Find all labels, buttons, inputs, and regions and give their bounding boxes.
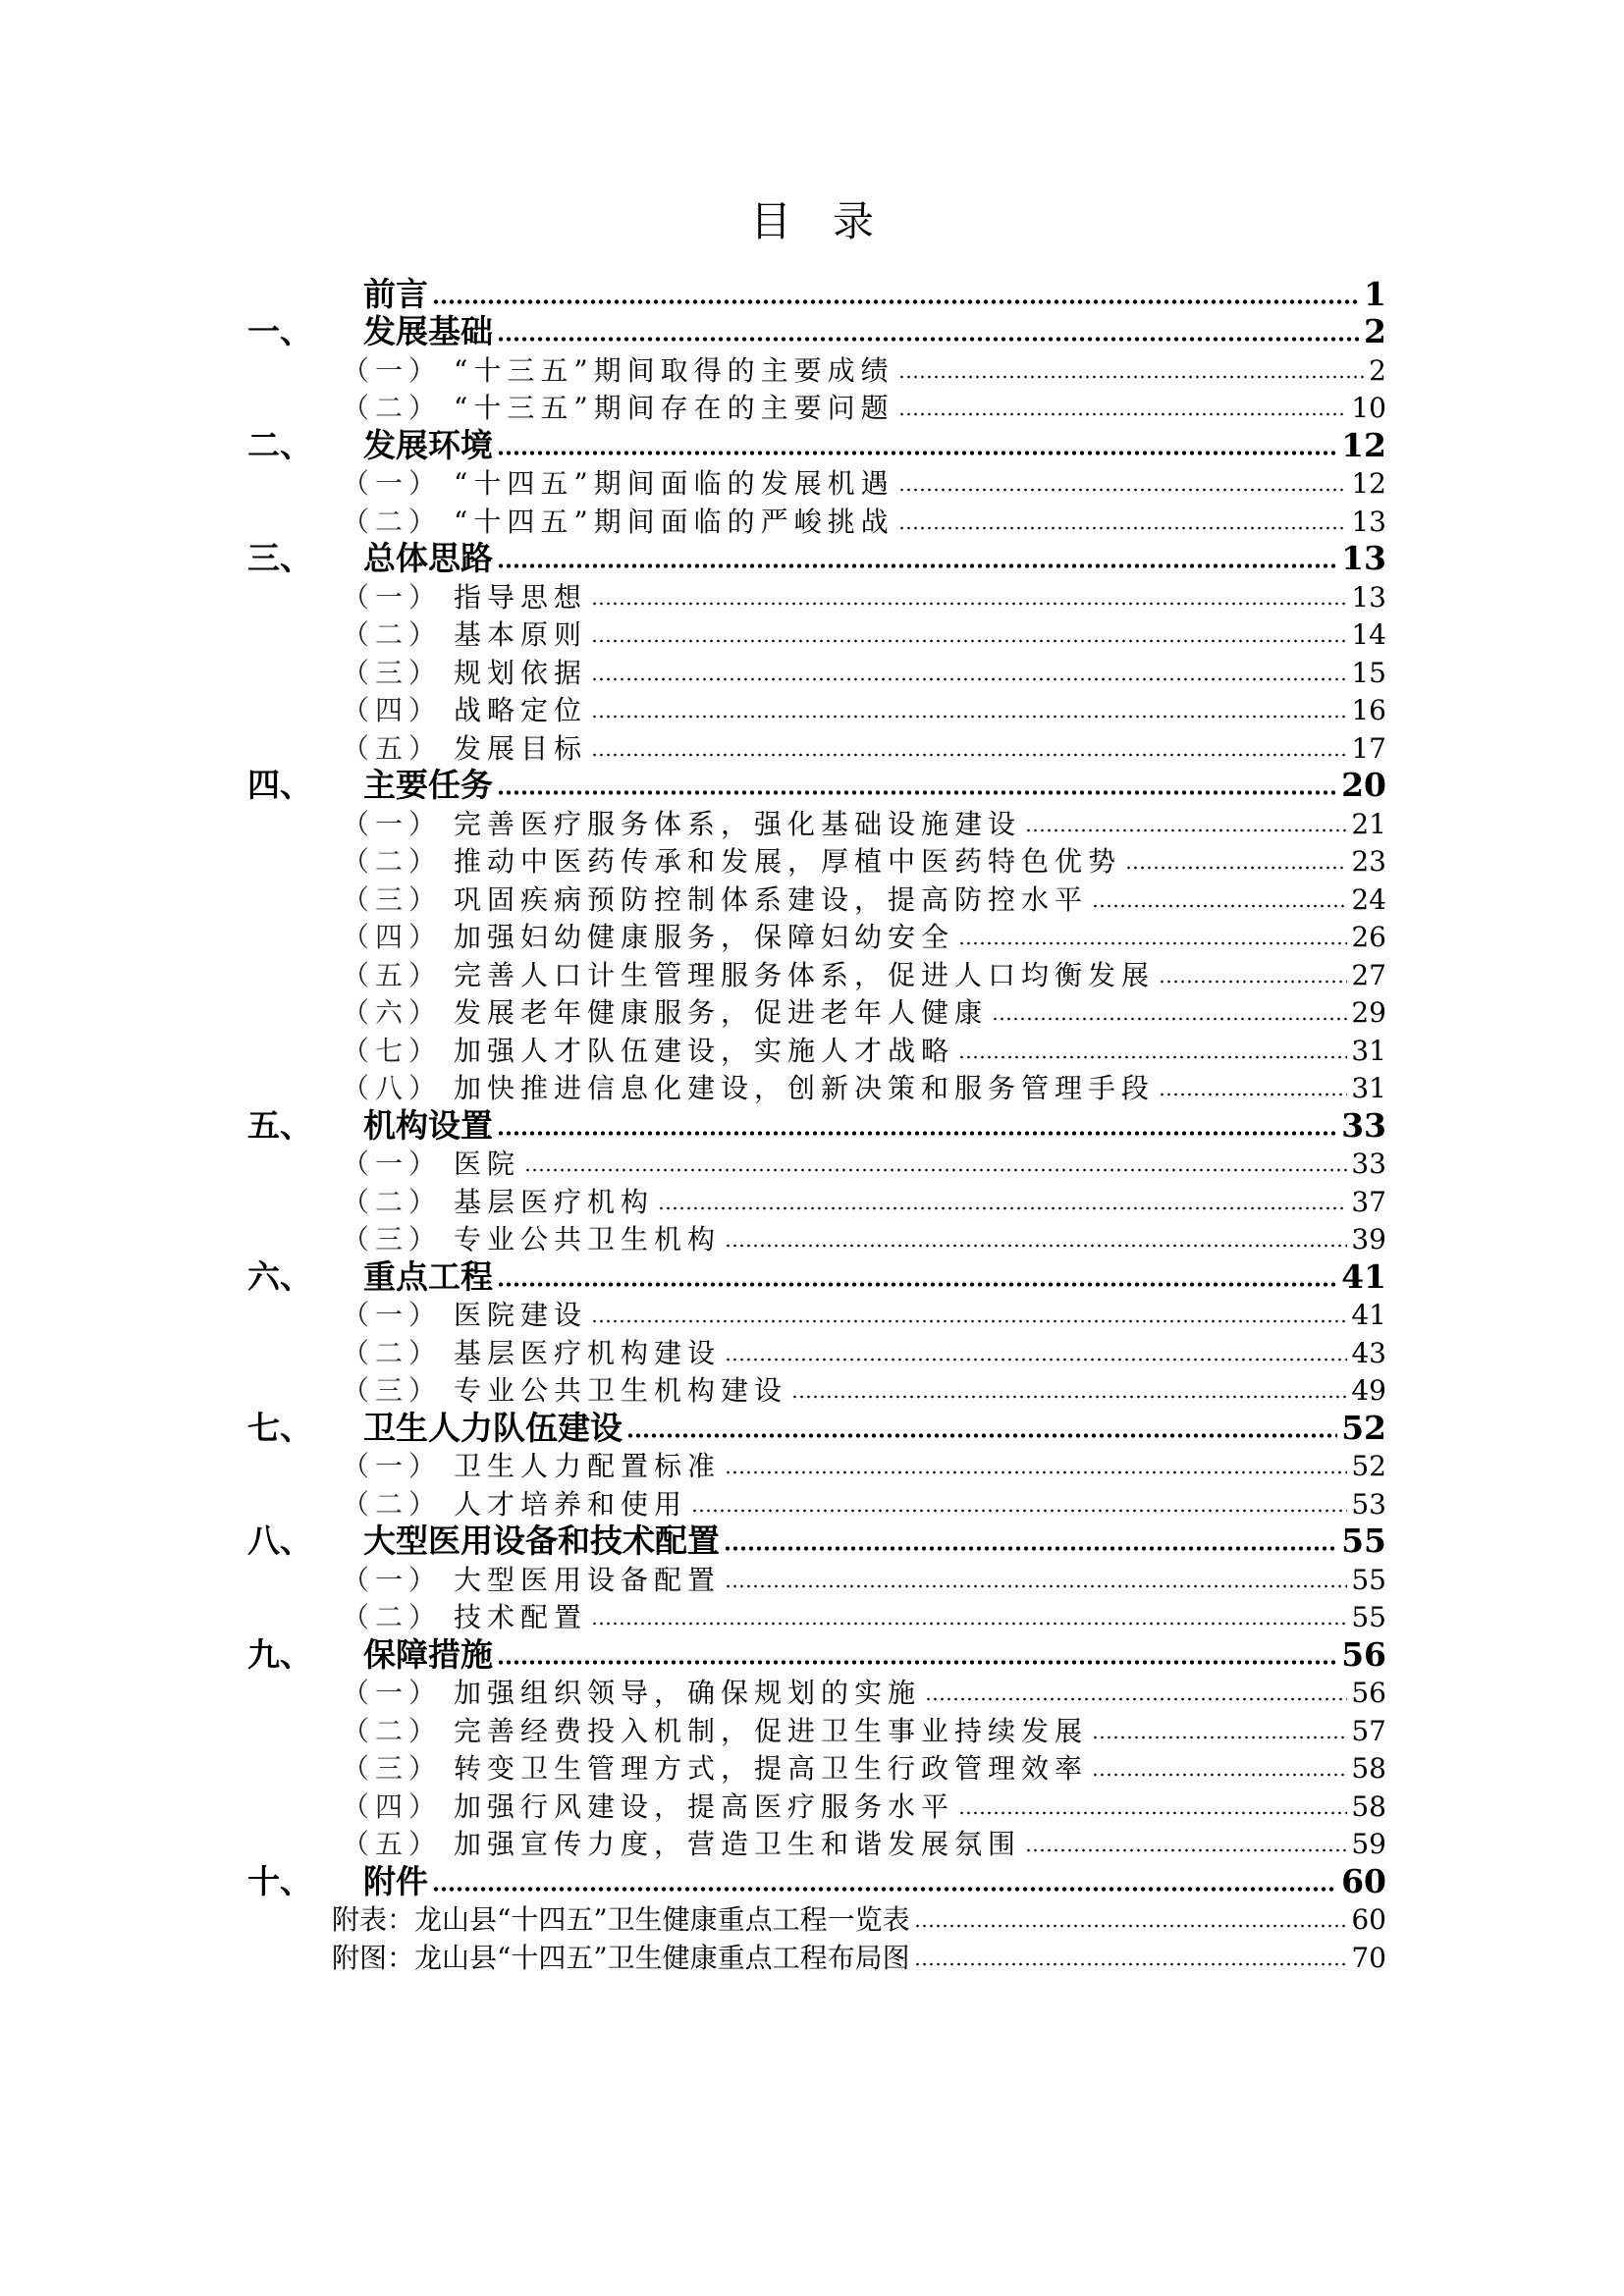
- toc-entry[interactable]: [247, 1371, 1386, 1410]
- toc-entry-number: （一）: [342, 467, 443, 500]
- toc-dot-leader: [1159, 1092, 1347, 1097]
- toc-dot-leader: [725, 1469, 1347, 1475]
- toc-dot-leader: [925, 1696, 1347, 1702]
- toc-entry-page-number: 10: [1351, 392, 1386, 424]
- toc-entry-label: 卫生人力队伍建设: [363, 1408, 623, 1447]
- toc-entry-label: 专业公共卫生机构建设: [454, 1374, 788, 1407]
- toc-entry[interactable]: [247, 1069, 1386, 1107]
- toc-entry-number: （三）: [342, 1752, 443, 1785]
- toc-entry-number: （一）: [342, 807, 443, 840]
- toc-entry-page-number: 26: [1351, 921, 1386, 953]
- toc-entry-label: 战略定位: [454, 694, 588, 726]
- toc-entry-page-number: 2: [1369, 353, 1386, 387]
- toc-dot-leader: [992, 1016, 1347, 1022]
- toc-entry-label: 发展基础: [363, 312, 493, 350]
- toc-entry-page-number: 55: [1341, 1522, 1386, 1560]
- toc-entry-page-number: 39: [1351, 1223, 1386, 1255]
- toc-entry-number: 六、: [247, 1256, 312, 1296]
- toc-entry-page-number: 52: [1341, 1408, 1386, 1447]
- toc-entry-number: （一）: [342, 353, 443, 387]
- toc-entry-label: 加快推进信息化建设，创新决策和服务管理手段: [454, 1072, 1156, 1104]
- toc-dot-leader: [497, 1130, 1337, 1137]
- toc-entry-page-number: 12: [1351, 467, 1386, 500]
- toc-entry-label: 发展老年健康服务，促进老年人健康: [454, 996, 989, 1029]
- toc-entry-label: 大型医用设备配置: [454, 1563, 722, 1596]
- toc-entry[interactable]: [247, 1711, 1386, 1749]
- toc-dot-leader: [958, 940, 1347, 946]
- toc-entry-page-number: 49: [1351, 1374, 1386, 1407]
- toc-entry[interactable]: [247, 1938, 1386, 1976]
- toc-entry-page-number: 58: [1351, 1789, 1386, 1823]
- toc-entry-label: 加强妇幼健康服务，保障妇幼安全: [454, 921, 955, 953]
- toc-entry-number: （二）: [342, 1714, 443, 1747]
- toc-dot-leader: [497, 1281, 1337, 1288]
- toc-entry[interactable]: [247, 389, 1386, 427]
- toc-entry[interactable]: [247, 1522, 1386, 1561]
- toc-entry-number: （二）: [342, 392, 443, 424]
- toc-dot-leader: [725, 1357, 1347, 1362]
- toc-entry[interactable]: [247, 880, 1386, 918]
- toc-entry[interactable]: [247, 1674, 1386, 1712]
- toc-entry[interactable]: [247, 615, 1386, 654]
- toc-entry-number: （一）: [342, 1148, 443, 1180]
- toc-entry-page-number: 70: [1351, 1941, 1386, 1974]
- toc-entry-number: 四、: [247, 766, 312, 804]
- toc-entry-label: “十四五”期间面临的发展机遇: [454, 467, 894, 500]
- toc-dot-leader: [432, 1886, 1337, 1893]
- toc-dot-leader: [1025, 1847, 1347, 1853]
- toc-entry[interactable]: [247, 1484, 1386, 1522]
- toc-dot-leader: [497, 336, 1360, 343]
- toc-entry-page-number: 60: [1351, 1903, 1386, 1936]
- toc-entry-number: 二、: [247, 425, 312, 464]
- toc-entry-label: 保障措施: [363, 1634, 493, 1674]
- toc-entry[interactable]: [247, 1257, 1386, 1296]
- toc-title-char-2: 录: [833, 197, 875, 245]
- toc-dot-leader: [1092, 1772, 1347, 1778]
- toc-entry-label: “十四五”期间面临的严峻挑战: [454, 505, 894, 538]
- toc-dot-leader: [725, 1243, 1347, 1249]
- toc-entry[interactable]: [247, 1862, 1386, 1900]
- toc-dot-leader: [898, 487, 1348, 493]
- toc-dot-leader: [497, 562, 1337, 569]
- toc-entry-label: 前言: [363, 274, 428, 313]
- toc-entry-number: （五）: [342, 731, 443, 765]
- toc-entry-page-number: 21: [1351, 807, 1386, 840]
- toc-dot-leader: [591, 714, 1347, 720]
- toc-entry-label: 卫生人力配置标准: [454, 1450, 722, 1482]
- toc-entry-label: 重点工程: [363, 1256, 493, 1296]
- toc-entry-page-number: 52: [1351, 1450, 1386, 1482]
- toc-entry[interactable]: [247, 1182, 1386, 1220]
- toc-entry-number: （二）: [342, 845, 443, 878]
- toc-entry-label: 附图：龙山县“十四五”卫生健康重点工程布局图: [332, 1941, 910, 1974]
- toc-dot-leader: [658, 1205, 1347, 1211]
- toc-dot-leader: [497, 1659, 1337, 1666]
- toc-entry-label: 基本原则: [454, 618, 588, 651]
- toc-dot-leader: [591, 1318, 1347, 1324]
- toc-entry-page-number: 16: [1351, 694, 1386, 726]
- toc-entry[interactable]: [247, 1031, 1386, 1069]
- toc-entry-page-number: 27: [1351, 958, 1386, 991]
- toc-entry-number: （二）: [342, 1336, 443, 1369]
- toc-entry-number: （三）: [342, 882, 443, 916]
- toc-entry-page-number: 13: [1351, 505, 1386, 538]
- toc-dot-leader: [898, 374, 1366, 380]
- toc-entry[interactable]: [247, 426, 1386, 464]
- toc-entry-label: 人才培养和使用: [454, 1487, 688, 1521]
- toc-entry[interactable]: [247, 1787, 1386, 1825]
- toc-dot-leader: [791, 1394, 1347, 1400]
- toc-entry-number: （二）: [342, 1487, 443, 1521]
- toc-entry-label: 指导思想: [454, 580, 588, 614]
- toc-entry-page-number: 33: [1341, 1105, 1386, 1145]
- toc-entry-page-number: 23: [1351, 845, 1386, 878]
- toc-entry-label: 附件: [363, 1861, 428, 1900]
- toc-entry-label: 医院建设: [454, 1299, 588, 1331]
- toc-entry-label: 基层医疗机构: [454, 1185, 655, 1218]
- toc-entry-number: （六）: [342, 996, 443, 1029]
- toc-entry-page-number: 60: [1341, 1861, 1386, 1900]
- toc-dot-leader: [914, 1961, 1348, 1967]
- toc-entry-number: （二）: [342, 618, 443, 651]
- toc-entry-number: （四）: [342, 1789, 443, 1823]
- toc-entry-label: 总体思路: [363, 539, 493, 577]
- toc-title: [0, 194, 1624, 249]
- toc-dot-leader: [898, 411, 1348, 417]
- toc-entry-label: 附表：龙山县“十四五”卫生健康重点工程一览表: [332, 1903, 910, 1936]
- toc-entry-label: 加强组织领导，确保规划的实施: [454, 1677, 922, 1709]
- toc-entry[interactable]: [247, 842, 1386, 881]
- toc-entry[interactable]: [247, 540, 1386, 578]
- toc-entry-number: （二）: [342, 1185, 443, 1218]
- toc-entry-number: （三）: [342, 1223, 443, 1255]
- toc-entry[interactable]: [247, 275, 1386, 313]
- toc-dot-leader: [524, 1167, 1347, 1173]
- toc-dot-leader: [958, 1054, 1347, 1060]
- toc-entry[interactable]: [247, 993, 1386, 1032]
- toc-entry-label: 加强宣传力度，营造卫生和谐发展氛围: [454, 1828, 1022, 1860]
- toc-entry[interactable]: [247, 955, 1386, 993]
- toc-entry-number: （一）: [342, 1299, 443, 1331]
- toc-entry[interactable]: [247, 1447, 1386, 1485]
- toc-dot-leader: [432, 298, 1360, 305]
- toc-entry-label: 大型医用设备和技术配置: [363, 1522, 720, 1560]
- toc-entry[interactable]: [247, 577, 1386, 615]
- toc-dot-leader: [497, 450, 1337, 456]
- toc-entry-page-number: 13: [1341, 539, 1386, 577]
- toc-dot-leader: [1025, 828, 1347, 833]
- toc-entry-page-number: 58: [1351, 1752, 1386, 1785]
- toc-entry-number: （三）: [342, 1374, 443, 1407]
- toc-dot-leader: [914, 1923, 1348, 1929]
- toc-entry[interactable]: [247, 1749, 1386, 1788]
- toc-entry-page-number: 56: [1341, 1634, 1386, 1674]
- toc-entry-number: （一）: [342, 580, 443, 614]
- toc-entry-page-number: 41: [1341, 1256, 1386, 1296]
- toc-entry-number: （五）: [342, 958, 443, 991]
- toc-entry-number: （八）: [342, 1072, 443, 1104]
- toc-entry-page-number: 31: [1351, 1034, 1386, 1067]
- toc-entry-number: （四）: [342, 921, 443, 953]
- toc-entry-page-number: 57: [1351, 1714, 1386, 1747]
- toc-entry-label: 发展目标: [454, 731, 588, 765]
- toc-entry-number: （三）: [342, 656, 443, 689]
- toc-dot-leader: [691, 1508, 1347, 1514]
- toc-entry-number: （一）: [342, 1677, 443, 1709]
- toc-entry-page-number: 33: [1351, 1148, 1386, 1180]
- toc-entry[interactable]: [247, 1333, 1386, 1371]
- toc-entry-label: 完善医疗服务体系，强化基础设施建设: [454, 807, 1022, 840]
- toc-entry-number: （四）: [342, 694, 443, 726]
- toc-entry[interactable]: [247, 1145, 1386, 1183]
- toc-entry-label: 巩固疾病预防控制体系建设，提高防控水平: [454, 882, 1089, 916]
- toc-dot-leader: [591, 638, 1347, 644]
- toc-dot-leader: [725, 1583, 1347, 1589]
- toc-entry-label: 技术配置: [454, 1601, 588, 1633]
- toc-entry[interactable]: [247, 1900, 1386, 1939]
- toc-entry-page-number: 55: [1351, 1601, 1386, 1633]
- toc-entry-label: 推动中医药传承和发展，厚植中医药特色优势: [454, 845, 1122, 878]
- toc-dot-leader: [724, 1545, 1337, 1552]
- toc-entry-page-number: 31: [1351, 1072, 1386, 1104]
- toc-entry[interactable]: [247, 464, 1386, 503]
- toc-entry-page-number: 43: [1351, 1336, 1386, 1369]
- toc-dot-leader: [1159, 979, 1347, 985]
- toc-entry-label: 基层医疗机构建设: [454, 1336, 722, 1369]
- toc-entry-number: 十、: [247, 1861, 312, 1900]
- toc-entry-number: 九、: [247, 1634, 312, 1674]
- toc-entry-page-number: 24: [1351, 882, 1386, 916]
- toc-dot-leader: [1092, 903, 1347, 909]
- toc-entry-label: 机构设置: [363, 1105, 493, 1145]
- toc-entry-page-number: 2: [1364, 312, 1386, 350]
- toc-entry[interactable]: [247, 1220, 1386, 1258]
- toc-entry-page-number: 55: [1351, 1563, 1386, 1596]
- toc-dot-leader: [1125, 865, 1347, 871]
- toc-entry-label: 主要任务: [363, 766, 493, 804]
- toc-entry[interactable]: [247, 1825, 1386, 1863]
- toc-dot-leader: [591, 752, 1347, 758]
- toc-dot-leader: [626, 1432, 1337, 1439]
- toc-entry-page-number: 20: [1341, 766, 1386, 804]
- toc-entry[interactable]: [247, 1296, 1386, 1334]
- toc-entry-page-number: 29: [1351, 996, 1386, 1029]
- toc-entry-page-number: 13: [1351, 580, 1386, 614]
- table-of-contents: [247, 275, 1386, 1976]
- toc-entry-label: “十三五”期间取得的主要成绩: [454, 353, 894, 387]
- toc-entry-page-number: 14: [1351, 618, 1386, 651]
- toc-entry-label: 专业公共卫生机构: [454, 1223, 722, 1255]
- toc-entry-number: 一、: [247, 312, 312, 350]
- toc-entry[interactable]: [247, 918, 1386, 956]
- toc-entry[interactable]: [247, 502, 1386, 540]
- toc-entry-page-number: 15: [1351, 656, 1386, 689]
- toc-entry-label: 加强人才队伍建设，实施人才战略: [454, 1034, 955, 1067]
- toc-entry-label: 发展环境: [363, 425, 493, 464]
- toc-dot-leader: [497, 789, 1337, 796]
- toc-entry[interactable]: [247, 313, 1386, 351]
- toc-entry-page-number: 56: [1351, 1677, 1386, 1709]
- toc-entry-page-number: 1: [1364, 274, 1386, 313]
- toc-entry-page-number: 12: [1341, 425, 1386, 464]
- toc-entry-label: 转变卫生管理方式，提高卫生行政管理效率: [454, 1752, 1089, 1785]
- toc-entry[interactable]: [247, 1106, 1386, 1145]
- toc-entry-number: （七）: [342, 1034, 443, 1067]
- toc-entry-number: （二）: [342, 505, 443, 538]
- toc-entry-number: （二）: [342, 1601, 443, 1633]
- toc-entry-label: 完善人口计生管理服务体系，促进人口均衡发展: [454, 958, 1156, 991]
- toc-dot-leader: [1092, 1735, 1347, 1740]
- toc-title-char-1: 目: [749, 197, 791, 245]
- toc-entry[interactable]: [247, 691, 1386, 729]
- toc-dot-leader: [591, 676, 1347, 682]
- toc-entry[interactable]: [247, 804, 1386, 842]
- toc-entry-number: （一）: [342, 1450, 443, 1482]
- toc-entry-number: 五、: [247, 1105, 312, 1145]
- toc-entry[interactable]: [247, 728, 1386, 767]
- toc-entry-number: 三、: [247, 539, 312, 577]
- toc-entry-number: （一）: [342, 1563, 443, 1596]
- toc-entry[interactable]: [247, 350, 1386, 389]
- toc-entry[interactable]: [247, 1409, 1386, 1447]
- toc-entry-label: 加强行风建设，提高医疗服务水平: [454, 1789, 955, 1823]
- toc-entry-label: 完善经费投入机制，促进卫生事业持续发展: [454, 1714, 1089, 1747]
- toc-entry-page-number: 41: [1351, 1299, 1386, 1331]
- toc-entry[interactable]: [247, 1598, 1386, 1636]
- toc-entry-label: 规划依据: [454, 656, 588, 689]
- toc-entry-label: “十三五”期间存在的主要问题: [454, 392, 894, 424]
- toc-entry[interactable]: [247, 1635, 1386, 1674]
- toc-entry[interactable]: [247, 767, 1386, 805]
- toc-entry[interactable]: [247, 653, 1386, 691]
- toc-entry-page-number: 59: [1351, 1828, 1386, 1860]
- toc-entry-label: 医院: [454, 1148, 521, 1180]
- toc-entry-page-number: 37: [1351, 1185, 1386, 1218]
- toc-dot-leader: [591, 601, 1347, 607]
- toc-entry-number: 七、: [247, 1408, 312, 1447]
- toc-entry[interactable]: [247, 1560, 1386, 1598]
- toc-entry-page-number: 17: [1351, 731, 1386, 765]
- toc-entry-number: （五）: [342, 1828, 443, 1860]
- toc-dot-leader: [958, 1810, 1347, 1816]
- toc-dot-leader: [591, 1621, 1347, 1627]
- toc-entry-page-number: 53: [1351, 1487, 1386, 1521]
- toc-entry-number: 八、: [247, 1522, 312, 1560]
- toc-dot-leader: [898, 525, 1348, 531]
